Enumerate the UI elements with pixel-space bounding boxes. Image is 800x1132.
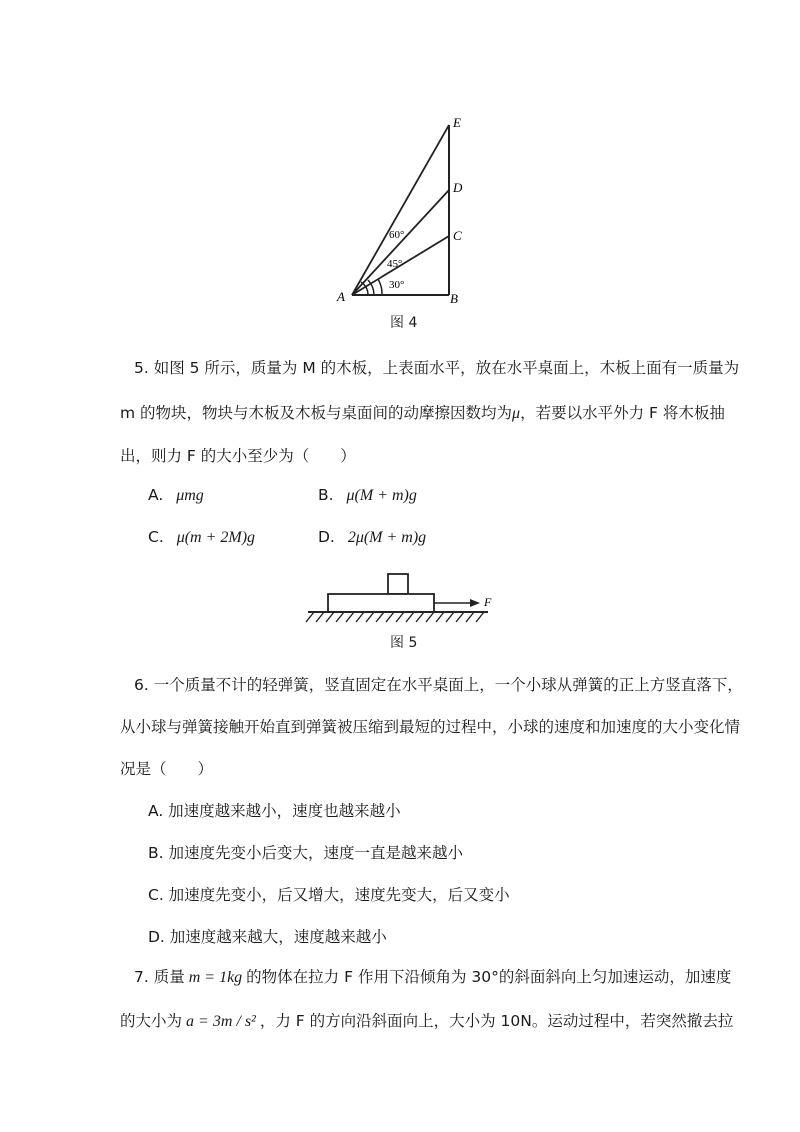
figure-5-diagram <box>300 568 510 628</box>
q5-line-1: 5. 如图 5 所示，质量为 M 的木板，上表面水平，放在水平桌面上，木板上面有一质量为 <box>134 359 740 377</box>
force-label: F <box>484 595 492 609</box>
q6-line-1: 6. 一个质量不计的轻弹簧，竖直固定在水平桌面上，一个小球从弹簧的正上方竖直落下， <box>134 676 743 694</box>
force-arrow-head <box>470 599 480 607</box>
option-expr: 2μ(M + m)g <box>347 529 427 546</box>
angle-label-30: 30° <box>389 279 405 291</box>
q5-option-c <box>148 530 255 546</box>
figure-5-caption: 图 5 <box>390 635 418 651</box>
board <box>328 594 434 612</box>
accel-expr: a = 3m / s² <box>186 1013 256 1030</box>
mass-expr: m = 1kg <box>188 969 243 986</box>
point-label-a: A <box>337 289 345 304</box>
q6-line-3: 况是（ ） <box>120 760 214 778</box>
option-expr: μ(M + m)g <box>346 487 417 504</box>
q7-line-2-post: ，力 F 的方向沿斜面向上，大小为 10N。运动过程中，若突然撤去拉 <box>259 1012 734 1030</box>
q7-line-1-pre: 7. 质量 <box>134 968 185 986</box>
q7-line-2 <box>120 1014 733 1030</box>
option-label: A. <box>148 486 164 504</box>
figure-4-caption: 图 4 <box>390 315 418 331</box>
option-label: D. <box>318 528 335 546</box>
figure-4-diagram <box>330 110 480 310</box>
q5-option-d <box>318 530 426 546</box>
point-label-b: B <box>450 291 458 306</box>
q5-line-2-post: ，若要以水平外力 F 将木板抽 <box>520 404 725 422</box>
q7-line-2-pre: 的大小为 <box>120 1012 183 1030</box>
q6-line-2: 从小球与弹簧接触开始直到弹簧被压缩到最短的过程中，小球的速度和加速度的大小变化情 <box>120 718 741 736</box>
option-expr: μmg <box>176 487 204 504</box>
option-label: C. <box>148 528 164 546</box>
angle-arc-30 <box>378 279 382 295</box>
q5-line-2-pre: m 的物块，物块与木板及木板与桌面间的动摩擦因数均为 <box>120 404 513 422</box>
q5-line-3: 出，则力 F 的大小至少为（ ） <box>120 447 356 465</box>
q5-option-a <box>148 488 204 504</box>
q5-line-2 <box>120 406 725 422</box>
point-label-d: D <box>453 180 463 195</box>
mu-symbol: μ <box>512 405 521 422</box>
q7-line-1 <box>134 970 731 986</box>
option-label: B. <box>318 486 334 504</box>
angle-label-45: 45° <box>387 258 403 270</box>
small-block <box>388 574 408 594</box>
angle-label-60: 60° <box>389 229 405 241</box>
q6-option-c: C. 加速度先变小，后又增大，速度先变大，后又变小 <box>148 886 510 904</box>
q6-option-a: A. 加速度越来越小，速度也越来越小 <box>148 802 401 820</box>
option-expr: μ(m + 2M)g <box>176 529 256 546</box>
q5-option-b <box>318 488 417 504</box>
q7-line-1-post: 的物体在拉力 F 作用下沿倾角为 30°的斜面斜向上匀加速运动，加速度 <box>246 968 732 986</box>
point-label-c: C <box>453 228 462 243</box>
q6-option-b: B. 加速度先变小后变大，速度一直是越来越小 <box>148 844 463 862</box>
q6-option-d: D. 加速度越来越大，速度越来越小 <box>148 928 387 946</box>
ground-hatching <box>306 612 484 622</box>
point-label-e: E <box>453 115 461 130</box>
